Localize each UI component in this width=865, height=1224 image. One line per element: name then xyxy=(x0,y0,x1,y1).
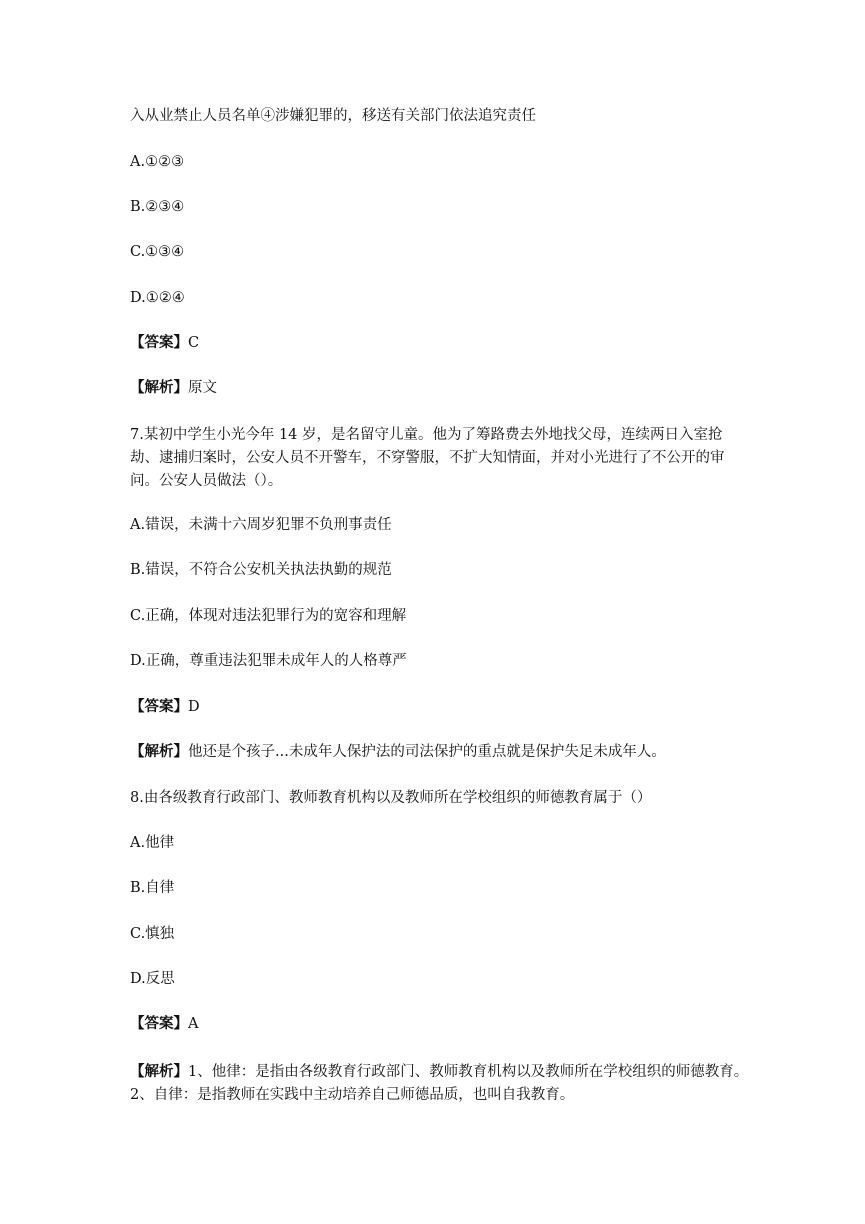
q7-analysis xyxy=(130,742,750,762)
q6-option-d: D.①②④ xyxy=(130,290,185,306)
q8-option-d: D.反思 xyxy=(130,971,175,987)
q7-option-a: A.错误，未满十六周岁犯罪不负刑事责任 xyxy=(130,517,392,533)
q8-option-c: C.慎独 xyxy=(130,926,175,942)
q6-analysis-label: 【解析】 xyxy=(130,379,188,396)
q7-analysis-label: 【解析】 xyxy=(130,743,188,760)
q8-answer-label: 【答案】 xyxy=(130,1015,188,1032)
q6-option-a: A.①②③ xyxy=(130,154,185,170)
q8-option-a: A.他律 xyxy=(130,835,175,851)
q8-stem: 8.由各级教育行政部门、教师教育机构以及教师所在学校组织的师德教育属于（） xyxy=(130,790,652,806)
q6-answer-value: C xyxy=(188,335,200,351)
q6-option-c: C.①③④ xyxy=(130,244,185,260)
q6-stem-continuation: 入从业禁止人员名单④涉嫌犯罪的，移送有关部门依法追究责任 xyxy=(130,108,536,124)
q6-answer-label: 【答案】 xyxy=(130,334,188,351)
q8-analysis xyxy=(130,1060,750,1107)
q7-analysis-text: 他还是个孩子...未成年人保护法的司法保护的重点就是保护失足未成年人。 xyxy=(188,744,666,760)
q8-option-b: B.自律 xyxy=(130,880,175,896)
q6-answer xyxy=(130,333,750,353)
q7-answer-value: D xyxy=(188,699,200,715)
q7-option-c: C.正确，体现对违法犯罪行为的宽容和理解 xyxy=(130,608,407,624)
q8-answer xyxy=(130,1014,750,1034)
q7-option-d: D.正确，尊重违法犯罪未成年人的人格尊严 xyxy=(130,653,407,669)
q8-analysis-text: 1、他律：是指由各级教育行政部门、教师教育机构以及教师所在学校组织的师德教育。2、自律：是指教师在实践中主动培养自己师德品质，也叫自我教育。 xyxy=(130,1064,749,1103)
q7-answer-label: 【答案】 xyxy=(130,698,188,715)
q8-answer-value: A xyxy=(188,1016,199,1032)
q6-option-b: B.②③④ xyxy=(130,199,185,215)
q8-analysis-label: 【解析】 xyxy=(130,1063,188,1080)
q7-option-b: B.错误，不符合公安机关执法执勤的规范 xyxy=(130,562,392,578)
q6-analysis-text: 原文 xyxy=(188,380,217,396)
q7-answer xyxy=(130,697,750,717)
q6-analysis xyxy=(130,378,750,398)
q7-stem: 7.某初中学生小光今年 14 岁，是名留守儿童。他为了筹路费去外地找父母，连续两日入室抢劫、逮捕归案时，公安人员不开警车，不穿警服，不扩大知情面，并对小光进行了不公开的审问。公安人员做法（）。 xyxy=(130,427,725,489)
